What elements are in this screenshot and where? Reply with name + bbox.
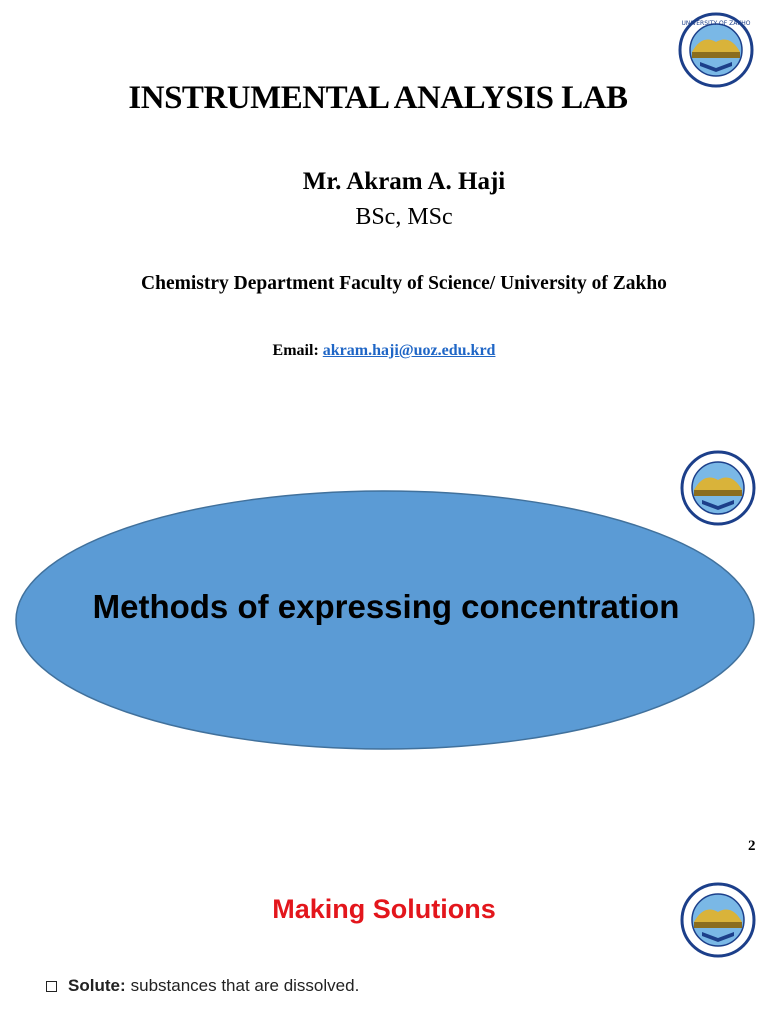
section-heading: Making Solutions xyxy=(272,894,496,924)
author-name: Mr. Akram A. Haji xyxy=(302,168,506,195)
heading-ellipse xyxy=(0,420,768,860)
concentration-slide xyxy=(0,420,768,860)
checkbox-bullet-icon xyxy=(46,981,57,992)
title-slide xyxy=(0,0,768,420)
page-number: 2 xyxy=(748,838,756,854)
university-seal-icon xyxy=(678,12,754,88)
email-row xyxy=(0,342,768,360)
seal-ring-text: UNIVERSITY OF ZAKHO xyxy=(681,20,751,27)
making-solutions-slide xyxy=(0,860,768,1024)
email-link[interactable]: akram.haji@uoz.edu.krd xyxy=(322,342,496,359)
author-degrees: BSc, MSc xyxy=(355,204,453,230)
list-item xyxy=(46,976,359,996)
email-label: Email: xyxy=(272,342,319,359)
bullet-text: substances that are dissolved. xyxy=(130,976,360,995)
bullet-term: Solute: xyxy=(68,976,126,995)
course-title: INSTRUMENTAL ANALYSIS LAB xyxy=(128,80,628,116)
department-line: Chemistry Department Faculty of Science/ University of Zakho xyxy=(141,273,667,294)
slide-heading: Methods of expressing concentration xyxy=(92,588,680,625)
